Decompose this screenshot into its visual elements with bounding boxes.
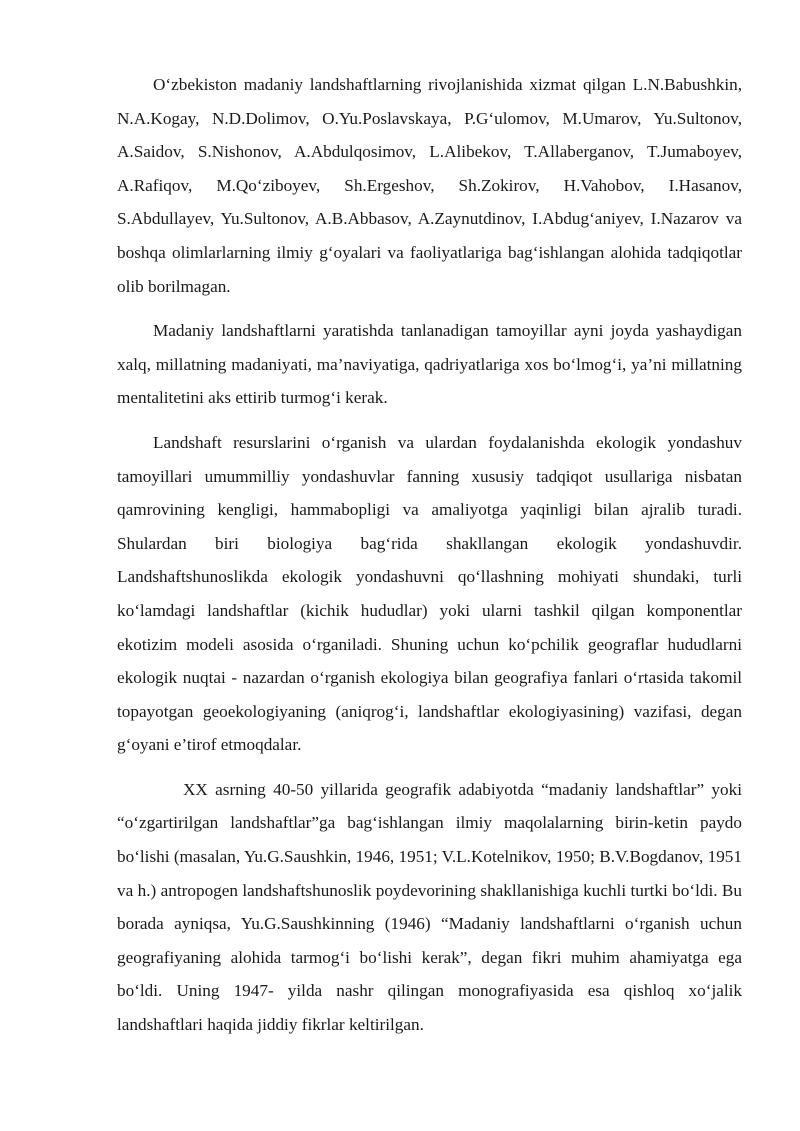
paragraph-scholars: O‘zbekiston madaniy landshaftlarning rivojlanishida xizmat qilgan L.N.Babushkin, N.A.Kogay, N.D.Dolimov, O.Yu.Poslavskaya, P.G‘ulomov, M.Umarov, Yu.Sultonov, A.Saidov, S.Nishonov, A.Abdulqosimov, L.Alibekov, T.Allaberganov, T.Jumaboyev, A.Rafiqov, M.Qo‘ziboyev, Sh.Ergeshov, Sh.Zokirov, H.Vahobov, I.Hasanov, S.Abdullayev, Yu.Sultonov, A.B.Abbasov, A.Zaynutdinov, I.Abdug‘aniyev, I.Nazarov va boshqa olimlarlarning ilmiy g‘oyalari va faoliyatlariga bag‘ishlangan alohida tadqiqotlar olib borilmagan. — [117, 75, 742, 296]
document-page — [117, 68, 742, 1053]
paragraph-history: XX asrning 40-50 yillarida geografik adabiyotda “madaniy landshaftlar” yoki “o‘zgartirilgan landshaftlar”ga bag‘ishlangan ilmiy maqolalarning birin-ketin paydo bo‘lishi (masalan, Yu.G.Saushkin, 1946, 1951; V.L.Kotelnikov, 1950; B.V.Bogdanov, 1951 va h.) antropogen landshaftshunoslik poydevorining shakllanishiga kuchli turtki bo‘ldi. Bu borada ayniqsa, Yu.G.Saushkinning (1946) “Madaniy landshaftlarni o‘rganish uchun geografiyaning alohida tarmog‘i bo‘lishi kerak”, degan fikri muhim ahamiyatga ega bo‘ldi. Uning 1947- yilda nashr qilingan monografiyasida esa qishloq xo‘jalik landshaftlari haqida jiddiy fikrlar keltirilgan. — [117, 779, 742, 1035]
paragraph-ecological-approach: Landshaft resurslarini o‘rganish va ulardan foydalanishda ekologik yondashuv tamoyillari umummilliy yondashuvlar fanning xususiy tadqiqot usullariga nisbatan qamrovining kengligi, hammabopligi va amaliyotga yaqinligi bilan ajralib turadi. Shulardan biri biologiya bag‘rida shakllangan ekologik yondashuvdir. Landshaftshunoslikda ekologik yondashuvni qo‘llashning mohiyati shundaki, turli ko‘lamdagi landshaftlar (kichik hududlar) yoki ularni tashkil qilgan komponentlar ekotizim modeli asosida o‘rganiladi. Shuning uchun ko‘pchilik geograflar hududlarni ekologik nuqtai - nazardan o‘rganish ekologiya bilan geografiya fanlari o‘rtasida takomil topayotgan geoekologiyaning (aniqrog‘i, landshaftlar ekologiyasining) vazifasi, degan g‘oyani e’tirof etmoqdalar. — [117, 432, 742, 755]
paragraph-principles: Madaniy landshaftlarni yaratishda tanlanadigan tamoyillar ayni joyda yashaydigan xalq, millatning madaniyati, ma’naviyatiga, qadriyatlariga xos bo‘lmog‘i, ya’ni millatning mentalitetini aks ettirib turmog‘i kerak. — [117, 321, 742, 408]
